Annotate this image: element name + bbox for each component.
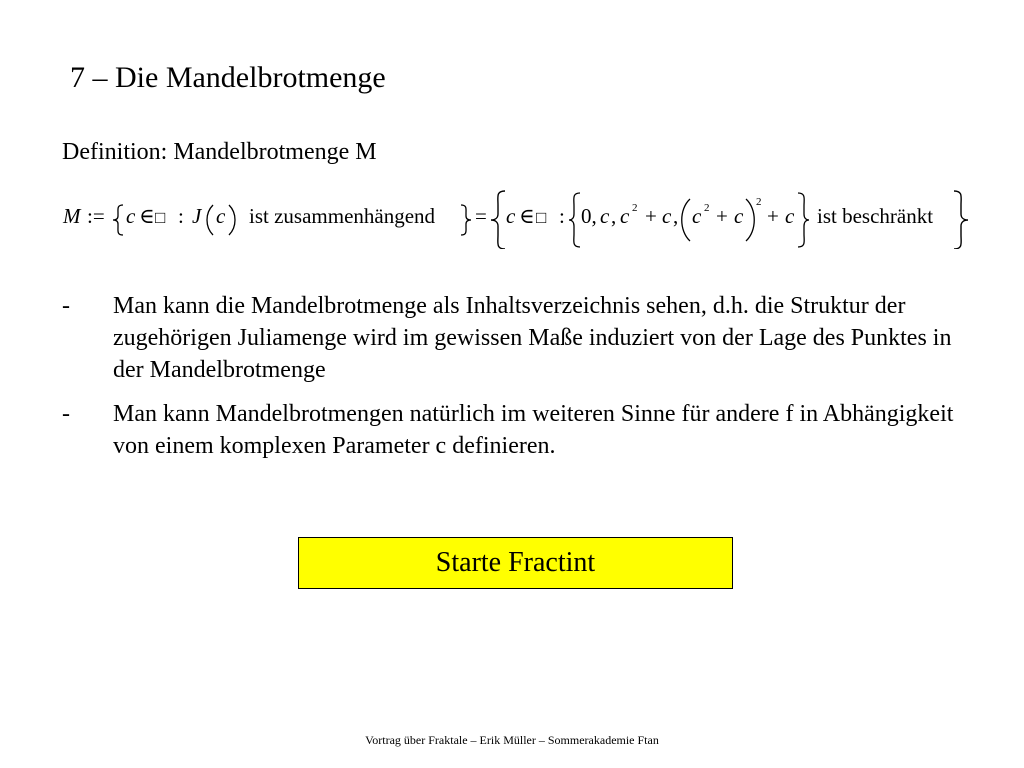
bullet-text: Man kann die Mandelbrotmenge als Inhaltsverzeichnis sehen, d.h. die Struktur der zugehörigen Juliamenge wird im gewissen Maße induziert von der Lage des Punktes in der Mandelbrotmenge xyxy=(113,293,952,383)
set2-colon: : xyxy=(559,204,565,228)
set1-condition: ist zusammenhängend xyxy=(249,204,436,228)
bullet-dash: - xyxy=(62,401,70,427)
set1-element-of: ∈ xyxy=(139,204,155,228)
sequence-close-brace xyxy=(798,193,809,247)
mandelbrot-definition-formula xyxy=(0,185,1024,249)
set2-condition: ist beschränkt xyxy=(817,204,934,228)
set1-missing-glyph: □ xyxy=(155,208,166,227)
set2-variable: c xyxy=(506,204,516,228)
sequence-plus-3: + xyxy=(767,204,779,228)
bullet-text: Man kann Mandelbrotmengen natürlich im weiteren Sinne für andere f in Abhängigkeit von einem komplexen Parameter c definieren. xyxy=(113,401,954,459)
sequence-open-paren xyxy=(682,199,690,241)
sequence-close-paren xyxy=(746,199,754,241)
julia-close-paren xyxy=(229,205,235,235)
list-item xyxy=(62,290,982,386)
sequence-inner-c-term: c xyxy=(734,204,744,228)
set2-open-brace xyxy=(491,191,505,249)
set2-close-brace xyxy=(954,191,968,249)
formula-lhs: M xyxy=(63,204,81,228)
sequence-plus-2: + xyxy=(716,204,728,228)
set1-colon: : xyxy=(178,204,184,228)
sequence-plus-1: + xyxy=(645,204,657,228)
bullet-list xyxy=(62,290,982,474)
bullet-dash: - xyxy=(62,293,70,319)
set2-element-of: ∈ xyxy=(519,204,535,228)
slide-footer: Vortrag über Fraktale – Erik Müller – Sommerakademie Ftan xyxy=(365,733,659,747)
julia-open-paren xyxy=(207,205,213,235)
list-item xyxy=(62,398,982,462)
julia-argument: c xyxy=(216,204,226,228)
sequence-outer-exponent: 2 xyxy=(756,196,762,208)
sequence-last-c: c xyxy=(785,204,795,228)
sequence-exponent-1: 2 xyxy=(632,202,638,214)
definition-heading: Definition: Mandelbrotmenge M xyxy=(62,139,377,165)
sequence-c: c xyxy=(600,204,610,228)
sequence-comma-2: , xyxy=(673,204,679,228)
set1-open-brace xyxy=(113,205,123,235)
set2-missing-glyph: □ xyxy=(536,208,547,227)
sequence-c-squared-base: c xyxy=(620,204,630,228)
sequence-zero: 0, xyxy=(581,204,597,228)
set1-variable: c xyxy=(126,204,136,228)
sequence-open-brace xyxy=(569,193,580,247)
sequence-exponent-2: 2 xyxy=(704,202,710,214)
set1-close-brace xyxy=(461,205,471,235)
formula-equals: = xyxy=(475,204,487,228)
sequence-c-term: c xyxy=(662,204,672,228)
julia-set-symbol: J xyxy=(192,204,202,228)
start-fractint-button[interactable]: Starte Fractint xyxy=(298,537,733,589)
slide-title: 7 – Die Mandelbrotmenge xyxy=(70,61,386,94)
formula-assign: := xyxy=(87,204,105,228)
sequence-inner-c: c xyxy=(692,204,702,228)
sequence-comma-1: , xyxy=(611,204,617,228)
